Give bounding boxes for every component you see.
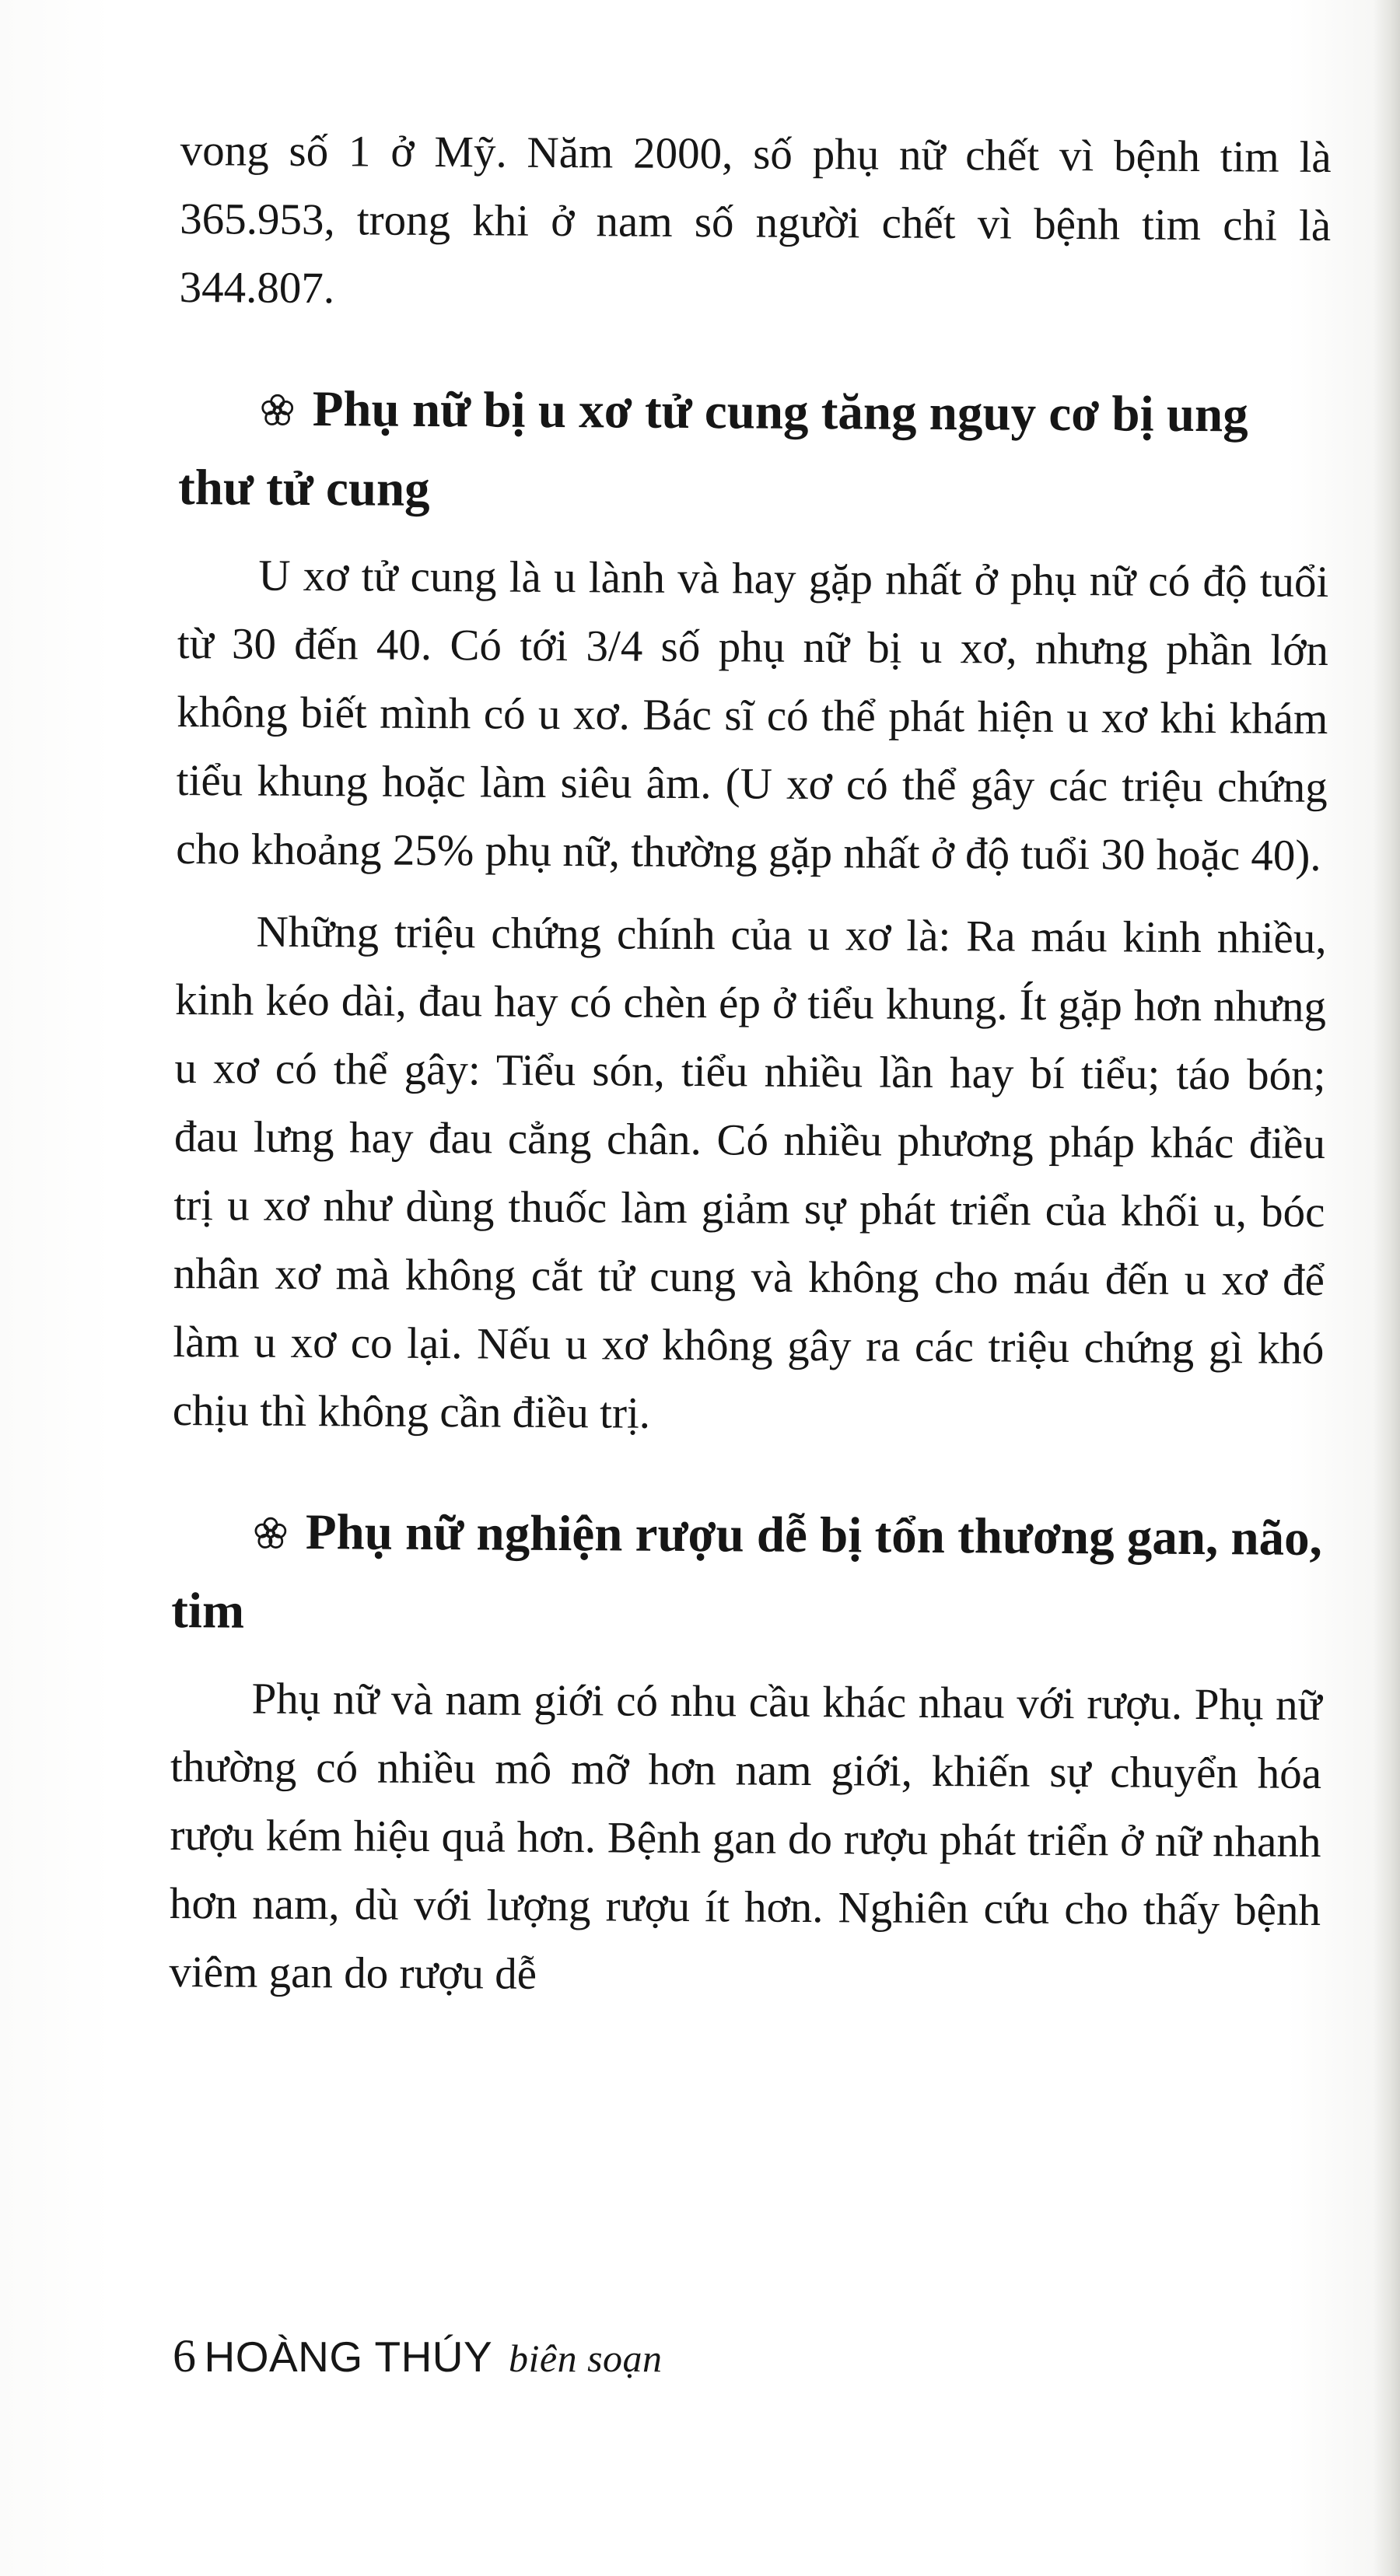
section-heading-text: Phụ nữ bị u xơ tử cung tăng nguy cơ bị ung thư tử cung: [177, 381, 1248, 517]
page-content: [169, 117, 1332, 2014]
footer-author: HOÀNG THÚY: [204, 2333, 492, 2381]
section-heading-text: Phụ nữ nghiện rượu dễ bị tổn thương gan, não, tim: [171, 1504, 1323, 1640]
flower-icon: [260, 393, 296, 429]
section-heading: [171, 1492, 1323, 1657]
section-heading: [178, 369, 1330, 534]
body-paragraph: U xơ tử cung là u lành và hay gặp nhất ở phụ nữ có độ tuổi từ 30 đến 40. Có tới 3/4 số phụ nữ bị u xơ, nhưng phần lớn không biết mình có u xơ. Bác sĩ có thể phát hiện u xơ khi khám tiểu khung hoặc làm siêu âm. (U xơ có thể gây các triệu chứng cho khoảng 25% phụ nữ, thường gặp nhất ở độ tuổi 30 hoặc 40).: [176, 551, 1329, 880]
section-alcohol: [169, 1492, 1323, 2014]
lead-paragraph: vong số 1 ở Mỹ. Năm 2000, số phụ nữ chết vì bệnh tim là 365.953, trong khi ở nam số người chết vì bệnh tim chỉ là 344.807.: [179, 125, 1332, 313]
flower-icon: [253, 1516, 289, 1552]
footer-credit: biên soạn: [508, 2336, 663, 2380]
page-edge-shadow: [1374, 0, 1400, 2576]
body-paragraph: Những triệu chứng chính của u xơ là: Ra máu kinh nhiều, kinh kéo dài, đau hay có chèn ép ở tiểu khung. Ít gặp hơn nhưng u xơ có thể gây: Tiểu són, tiểu nhiều lần hay bí tiểu; táo bón; đau lưng hay đau cẳng chân. Có nhiều phương pháp khác điều trị u xơ như dùng thuốc làm giảm sự phát triển của khối u, bóc nhân xơ mà không cắt tử cung và không cho máu đến u xơ để làm u xơ co lại. Nếu u xơ không gây ra các triệu chứng gì khó chịu thì không cần điều trị.: [172, 907, 1327, 1438]
section-fibroids: [173, 369, 1330, 1452]
page-footer: [173, 2329, 663, 2383]
page-number: 6: [173, 2330, 197, 2382]
body-paragraph: Phụ nữ và nam giới có nhu cầu khác nhau với rượu. Phụ nữ thường có nhiều mô mỡ hơn nam giới, khiến sự chuyển hóa rượu kém hiệu quả hơn. Bệnh gan do rượu phát triển ở nữ nhanh hơn nam, dù với lượng rượu ít hơn. Nghiên cứu cho thấy bệnh viêm gan do rượu dễ: [169, 1674, 1322, 1999]
